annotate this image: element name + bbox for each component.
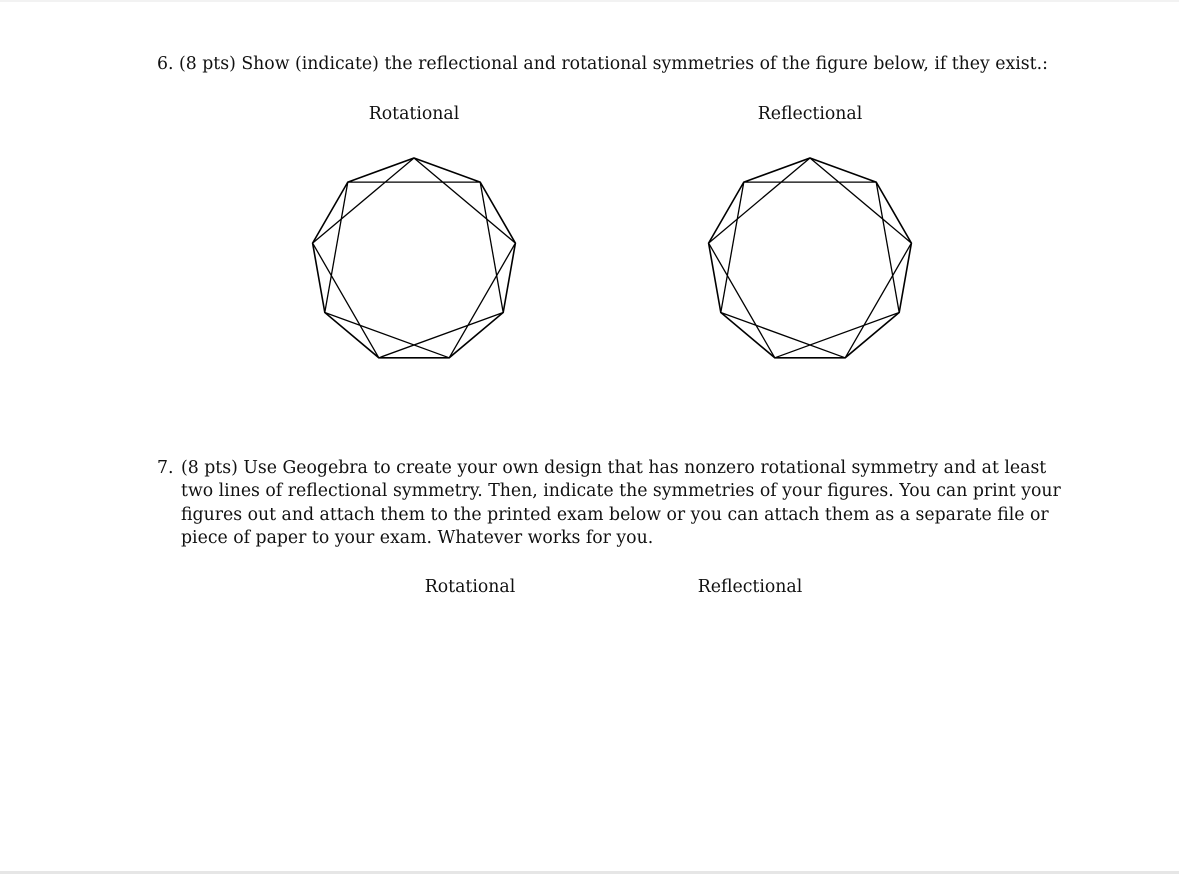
q6-reflectional-label: Reflectional — [757, 104, 863, 124]
q7-reflectional-label: Reflectional — [697, 577, 803, 597]
star-chord — [379, 313, 503, 358]
star-chord — [313, 158, 414, 243]
q7-rotational-label: Rotational — [424, 577, 516, 597]
nonagon-outline — [313, 158, 516, 358]
question-6-prompt: 6. (8 pts) Show (indicate) the reflectional and rotational symmetries of the figure below, if they exist.: — [157, 54, 1048, 74]
star-chord — [721, 313, 845, 358]
q6-rotational-label: Rotational — [368, 104, 460, 124]
nonagon-outline — [709, 158, 912, 358]
question-7-prompt — [181, 457, 1061, 550]
page-top-border — [0, 0, 1179, 2]
nonagon-star-figure-reflectional — [700, 150, 920, 370]
question-7-line: piece of paper to your exam. Whatever works for you. — [181, 527, 654, 548]
star-chord — [325, 313, 449, 358]
nonagon-star-figure-rotational — [304, 150, 524, 370]
star-chord — [775, 313, 899, 358]
question-7-line: two lines of reflectional symmetry. Then, indicate the symmetries of your figures. You can print your — [181, 481, 1061, 502]
question-7-number: 7. — [157, 458, 174, 478]
question-7-line: (8 pts) Use Geogebra to create your own design that has nonzero rotational symmetry and at least — [181, 458, 1047, 478]
star-chord — [414, 158, 515, 243]
star-chord — [709, 158, 810, 243]
star-chord — [810, 158, 911, 243]
question-7-line: figures out and attach them to the printed exam below or you can attach them as a separate file or — [181, 504, 1049, 525]
